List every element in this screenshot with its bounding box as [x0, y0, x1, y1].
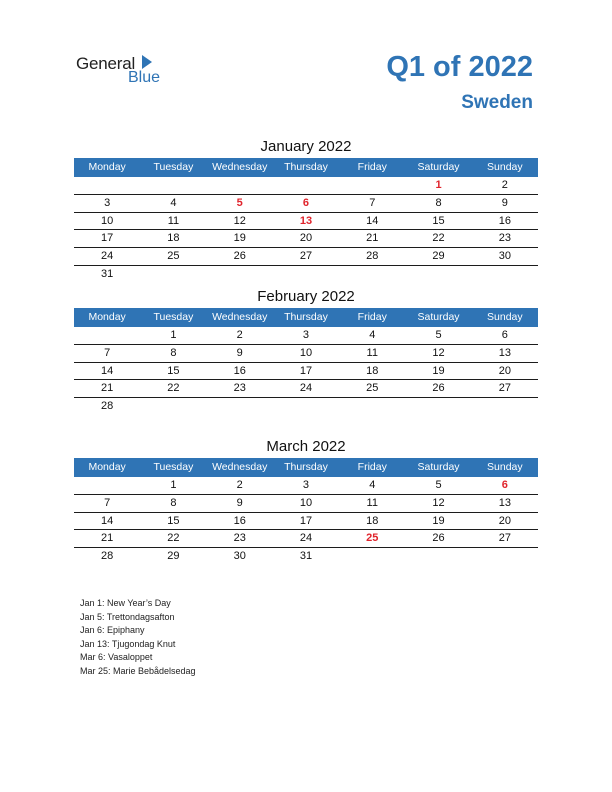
day-cell: 24 [299, 532, 313, 545]
day-cell: 12 [432, 496, 445, 509]
weekday-header: Saturday [417, 311, 460, 323]
day-cell [140, 398, 206, 415]
day-cell: 25 [366, 382, 379, 395]
month-calendar [74, 286, 538, 415]
day-cell: 10 [101, 214, 114, 227]
day-cell: 19 [233, 232, 246, 245]
week-row [74, 266, 538, 283]
day-cell [339, 398, 405, 415]
day-cell: 23 [233, 382, 246, 395]
day-cell [74, 477, 140, 494]
week-row [74, 530, 538, 548]
weekday-header: Friday [357, 311, 387, 323]
day-cell: 22 [167, 382, 180, 395]
day-cell: 13 [498, 496, 511, 509]
day-cell: 18 [366, 514, 379, 527]
day-cell: 9 [236, 346, 243, 359]
weekday-header: Monday [88, 311, 126, 323]
day-cell: 23 [498, 232, 511, 245]
day-cell: 1 [170, 479, 177, 491]
holiday-note: Jan 1: New Year’s Day [80, 598, 171, 608]
page-title: Q1 of 2022 [386, 51, 533, 83]
day-cell: 29 [167, 550, 180, 563]
logo-blue-text: Blue [128, 69, 161, 86]
day-cell: 26 [233, 250, 246, 263]
day-cell: 24 [101, 250, 114, 263]
weekday-header: Tuesday [153, 461, 194, 473]
weekday-header: Saturday [417, 461, 460, 473]
week-row [74, 195, 538, 213]
weekday-header: Thursday [284, 311, 328, 323]
weekday-header: Wednesday [212, 311, 268, 323]
week-row [74, 248, 538, 266]
day-cell: 8 [170, 496, 177, 509]
day-cell: 4 [369, 479, 376, 491]
day-cell [207, 398, 273, 415]
day-cell: 3 [302, 479, 310, 491]
day-cell: 20 [498, 364, 511, 377]
day-cell: 8 [435, 196, 442, 209]
day-cell [140, 177, 206, 194]
day-cell: 25 [167, 250, 180, 263]
day-cell: 29 [432, 250, 445, 263]
day-cell: 15 [167, 514, 180, 527]
week-row [74, 230, 538, 248]
day-cell: 26 [432, 382, 445, 395]
day-cell: 21 [366, 232, 379, 245]
day-cell: 14 [101, 514, 114, 527]
day-cell [74, 327, 140, 344]
week-row [74, 213, 538, 231]
day-cell: 20 [498, 514, 511, 527]
day-cell [472, 548, 538, 565]
weekday-header: Wednesday [212, 461, 268, 473]
weekday-header: Tuesday [153, 161, 194, 173]
week-row [74, 548, 538, 565]
day-cell [339, 266, 405, 283]
day-cell: 19 [432, 514, 445, 527]
weekday-header: Tuesday [153, 311, 194, 323]
holiday-day-cell: 5 [236, 196, 243, 209]
day-cell: 3 [104, 196, 111, 209]
day-cell: 28 [101, 550, 114, 563]
weekday-header: Friday [357, 161, 387, 173]
weekday-header-row [74, 308, 538, 327]
day-cell [339, 548, 405, 565]
day-cell: 11 [366, 346, 378, 359]
week-row [74, 398, 538, 415]
day-cell: 19 [432, 364, 445, 377]
day-cell: 27 [498, 382, 511, 395]
day-cell: 18 [366, 364, 379, 377]
week-row [74, 177, 538, 195]
weekday-header: Sunday [487, 461, 523, 473]
day-cell: 12 [432, 346, 445, 359]
day-cell: 18 [167, 232, 180, 245]
day-cell [207, 177, 273, 194]
day-cell: 20 [299, 232, 313, 245]
day-cell: 5 [435, 479, 442, 491]
day-cell: 15 [432, 214, 445, 227]
day-cell: 21 [101, 532, 114, 545]
day-cell: 1 [170, 329, 177, 341]
day-cell: 30 [498, 250, 511, 263]
day-cell: 9 [236, 496, 243, 509]
day-cell: 17 [101, 232, 114, 245]
weekday-header: Friday [357, 461, 387, 473]
day-cell: 5 [435, 329, 442, 341]
day-cell [339, 177, 405, 194]
week-row [74, 327, 538, 345]
day-cell [74, 177, 140, 194]
day-cell: 30 [233, 550, 246, 563]
holiday-day-cell: 25 [366, 532, 379, 545]
month-calendar [74, 136, 538, 283]
holiday-note: Mar 25: Marie Bebådelsedag [80, 665, 196, 676]
day-cell [405, 548, 471, 565]
logo-general-text: General [76, 54, 136, 73]
day-cell: 12 [233, 214, 246, 227]
day-cell: 28 [366, 250, 379, 263]
brand-logo [76, 54, 176, 88]
day-cell: 3 [302, 329, 310, 341]
weekday-header-row [74, 158, 538, 177]
day-cell: 2 [236, 329, 243, 341]
holiday-day-cell: 1 [435, 179, 442, 191]
holiday-day-cell: 6 [302, 196, 310, 209]
day-cell: 7 [369, 196, 376, 209]
day-cell: 27 [498, 532, 511, 545]
day-cell [140, 266, 206, 283]
holiday-day-cell: 6 [501, 479, 508, 491]
day-cell [273, 177, 339, 194]
day-cell: 9 [501, 196, 508, 209]
day-cell: 11 [366, 496, 378, 509]
day-cell: 8 [170, 346, 177, 359]
day-cell: 22 [432, 232, 445, 245]
day-cell: 4 [369, 329, 376, 341]
weekday-header: Monday [88, 161, 126, 173]
day-cell: 7 [104, 346, 111, 359]
weekday-header: Sunday [487, 161, 523, 173]
weekday-header: Saturday [417, 161, 460, 173]
month-calendar [74, 436, 538, 565]
day-cell: 31 [101, 267, 114, 280]
day-cell: 22 [167, 532, 180, 545]
day-cell: 16 [498, 214, 511, 227]
day-cell: 7 [104, 496, 111, 509]
weekday-header-row [74, 458, 538, 477]
day-cell [273, 398, 339, 415]
day-cell: 23 [233, 532, 246, 545]
day-cell [273, 266, 339, 283]
day-cell: 17 [299, 364, 313, 377]
day-cell: 24 [299, 382, 313, 395]
holiday-note: Jan 13: Tjugondag Knut [80, 638, 176, 649]
day-cell: 10 [299, 496, 313, 509]
day-cell: 15 [167, 364, 180, 377]
day-cell: 27 [299, 250, 313, 263]
day-cell [405, 266, 471, 283]
weekday-header: Thursday [284, 161, 328, 173]
week-row [74, 495, 538, 513]
day-cell: 28 [101, 400, 114, 413]
day-cell: 21 [101, 382, 114, 395]
week-row [74, 380, 538, 398]
holiday-note: Jan 6: Epiphany [80, 625, 145, 636]
weekday-header: Wednesday [212, 161, 268, 173]
day-cell: 17 [299, 514, 313, 527]
day-cell: 16 [233, 514, 246, 527]
logo-flag-icon [142, 55, 152, 69]
country-title: Sweden [461, 92, 533, 113]
holiday-note: Mar 6: Vasaloppet [80, 652, 153, 663]
day-cell: 26 [432, 532, 445, 545]
day-cell: 2 [236, 479, 243, 491]
day-cell: 6 [501, 329, 508, 341]
day-cell: 31 [299, 550, 313, 563]
day-cell: 14 [366, 214, 379, 227]
week-row [74, 363, 538, 381]
day-cell: 13 [498, 346, 511, 359]
day-cell [472, 398, 538, 415]
month-title: February 2022 [257, 288, 355, 305]
weekday-header: Thursday [284, 461, 328, 473]
day-cell: 4 [170, 196, 177, 209]
day-cell: 16 [233, 364, 246, 377]
holiday-day-cell: 13 [299, 214, 313, 227]
week-row [74, 345, 538, 363]
month-title: March 2022 [266, 438, 346, 455]
holiday-note: Jan 5: Trettondagsafton [80, 611, 175, 622]
day-cell: 10 [299, 346, 313, 359]
week-row [74, 477, 538, 495]
day-cell [472, 266, 538, 283]
day-cell: 2 [501, 179, 508, 191]
day-cell [405, 398, 471, 415]
weekday-header: Sunday [487, 311, 523, 323]
weekday-header: Monday [88, 461, 126, 473]
day-cell [207, 266, 273, 283]
week-row [74, 513, 538, 531]
holiday-notes [80, 597, 196, 679]
day-cell: 14 [101, 364, 114, 377]
month-title: January 2022 [260, 138, 352, 155]
day-cell: 11 [167, 214, 180, 227]
